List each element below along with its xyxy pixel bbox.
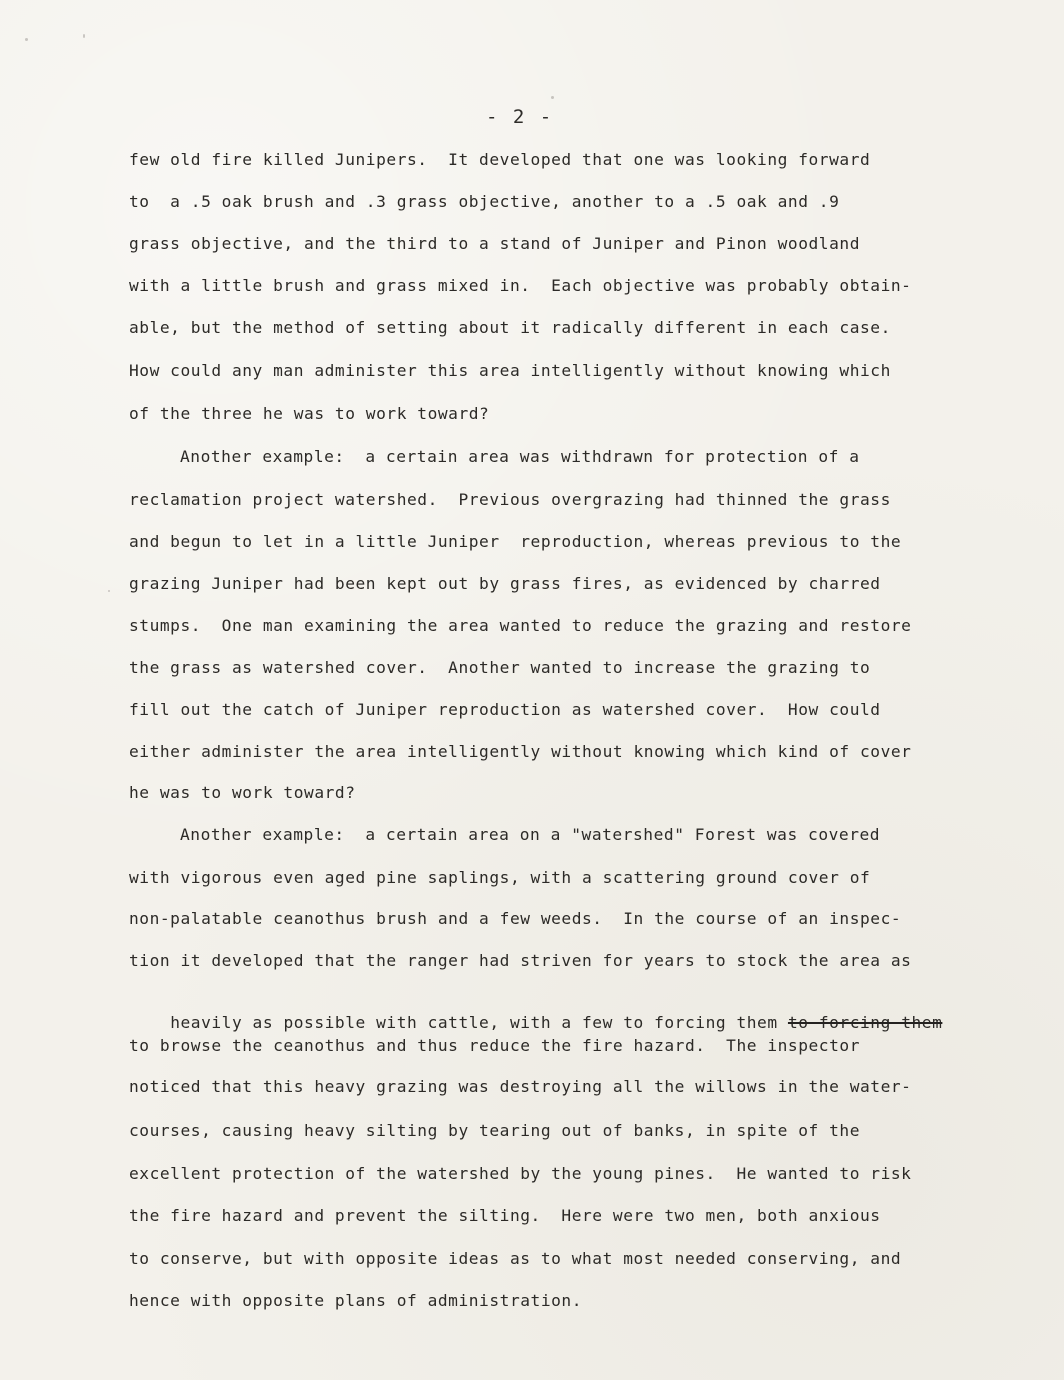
body-line-26: the fire hazard and prevent the silting. Here were two men, both anxious xyxy=(129,1206,881,1225)
paper-speck xyxy=(25,38,28,41)
body-line-2: to a .5 oak brush and .3 grass objective, another to a .5 oak and .9 xyxy=(129,192,840,211)
struck-out-text: to forcing them xyxy=(787,1013,943,1032)
body-line-11: grazing Juniper had been kept out by grass fires, as evidenced by charred xyxy=(129,574,881,593)
paper-speck xyxy=(108,590,110,592)
body-line-7: of the three he was to work toward? xyxy=(129,404,490,423)
body-line-23: noticed that this heavy grazing was destroying all the willows in the water- xyxy=(129,1077,912,1096)
body-line-24: courses, causing heavy silting by tearing out of banks, in spite of the xyxy=(129,1121,860,1140)
paper-speck xyxy=(83,34,85,38)
line-21-text: heavily as possible with cattle, with a few to forcing them xyxy=(170,1013,778,1032)
body-line-28: hence with opposite plans of administration. xyxy=(129,1291,583,1310)
body-line-16: he was to work toward? xyxy=(129,783,356,802)
body-line-18: with vigorous even aged pine saplings, with a scattering ground cover of xyxy=(129,868,871,887)
body-line-25: excellent protection of the watershed by the young pines. He wanted to risk xyxy=(129,1164,912,1183)
page-number: - 2 - xyxy=(486,106,554,128)
body-line-3: grass objective, and the third to a stand of Juniper and Pinon woodland xyxy=(129,234,860,253)
body-line-15: either administer the area intelligently without knowing which kind of cover xyxy=(129,742,912,761)
paragraph-3-first-line: Another example: a certain area on a "watershed" Forest was covered xyxy=(180,825,881,844)
body-line-20: tion it developed that the ranger had striven for years to stock the area as xyxy=(129,951,912,970)
body-line-12: stumps. One man examining the area wanted to reduce the grazing and restore xyxy=(129,616,912,635)
body-line-13: the grass as watershed cover. Another wanted to increase the grazing to xyxy=(129,658,871,677)
body-line-10: and begun to let in a little Juniper reproduction, whereas previous to the xyxy=(129,532,902,551)
body-line-5: able, but the method of setting about it radically different in each case. xyxy=(129,318,891,337)
paper-speck xyxy=(551,96,554,99)
body-line-22: to browse the ceanothus and thus reduce the fire hazard. The inspector xyxy=(129,1036,860,1055)
paragraph-2-first-line: Another example: a certain area was withdrawn for protection of a xyxy=(180,447,860,466)
body-line-9: reclamation project watershed. Previous overgrazing had thinned the grass xyxy=(129,490,891,509)
body-line-6: How could any man administer this area intelligently without knowing which xyxy=(129,361,891,380)
body-line-1: few old fire killed Junipers. It developed that one was looking forward xyxy=(129,150,871,169)
body-line-19: non-palatable ceanothus brush and a few weeds. In the course of an inspec- xyxy=(129,909,902,928)
body-line-4: with a little brush and grass mixed in. Each objective was probably obtain- xyxy=(129,276,912,295)
body-line-14: fill out the catch of Juniper reproduction as watershed cover. How could xyxy=(129,700,881,719)
body-line-27: to conserve, but with opposite ideas as to what most needed conserving, and xyxy=(129,1249,902,1268)
